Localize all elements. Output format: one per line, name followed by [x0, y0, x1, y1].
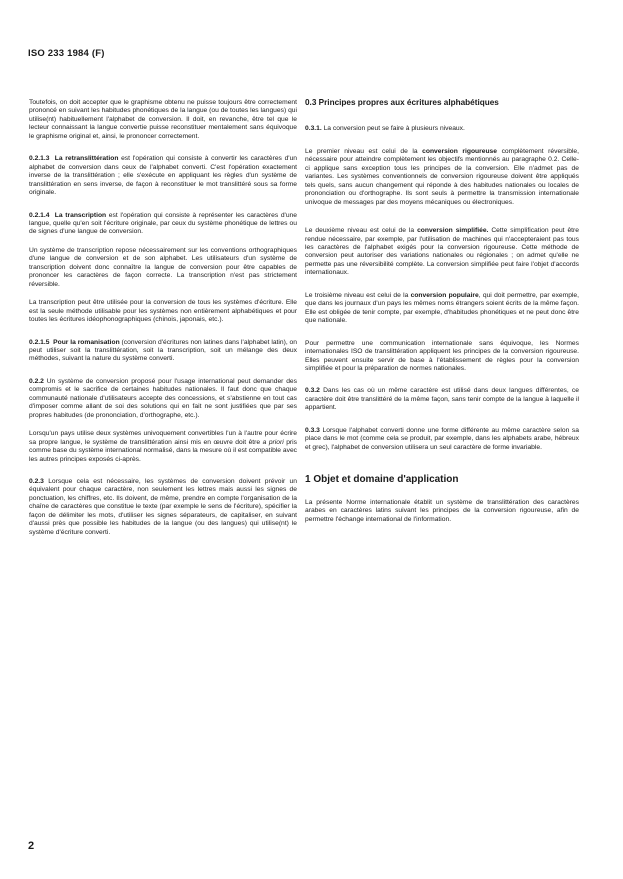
right-column	[305, 99, 579, 534]
page-number: 2	[28, 840, 35, 852]
section-text: (conversion d'écritures non latines dans l'alphabet latin), on peut utiliser soit la translittération, soit la transcription, soit un mélange des deux méthodes, suivant la nature du système converti.	[29, 338, 297, 363]
emphasis: a priori	[262, 438, 284, 446]
defined-term: conversion populaire	[410, 291, 479, 299]
section-number: 0.3.2	[305, 387, 320, 395]
section-023	[29, 478, 297, 537]
intro-paragraph: Toutefois, on doit accepter que le graphisme obtenu ne puisse toujours être correctement prononcé en suivant les habitudes phonétiques de la langue (ou de toutes les langues) qui utilise(nt) habituellement l'alphabet de conversion. Il doit, en revanche, être tel que le lecteur connaissant la langue convertie puisse reconstituer mentalement sans équivoque le graphisme original et, ainsi, le prononcer correctement.	[29, 99, 297, 140]
defined-term: Pour la romanisation	[53, 338, 120, 346]
section-text: Dans les cas où un même caractère est utilisé dans deux langues différentes, ce caractère doit être translittéré de la même façon, sans tenir compte de la langue à laquelle il appartient.	[305, 387, 579, 412]
section-number: 0.2.1.5	[29, 338, 50, 346]
section-033	[305, 427, 579, 452]
left-column	[29, 99, 297, 547]
scope-paragraph: La présente Norme internationale établit un système de translittération des caractères arabes en caractères latins suivant les principes de la conversion rigoureuse, afin de permettre l'échange international de l'information.	[305, 498, 579, 523]
section-text: Un système de conversion proposé pour l'usage international peut demander des compromis et le sacrifice de certaines habitudes nationales. Il faut donc que chaque communauté nationale d'utilisateurs accepte des concessions, et s'abstienne en tout cas d'imposer comme allant de soi des solutions qui en fait ne sont justifiées que par ses propres habitudes (de prononciation, d'orthographe, etc.).	[29, 377, 297, 419]
section-031	[305, 125, 579, 133]
document-header: ISO 233 1984 (F)	[28, 48, 105, 59]
section-number: 0.3.3	[305, 426, 320, 434]
section-number: 0.2.1.4	[29, 211, 50, 219]
section-number: 0.2.3	[29, 477, 44, 485]
level-3-paragraph: Le troisième niveau est celui de la conversion populaire, qui doit permettre, par exemple, que dans les journaux d'un pays les mêmes noms étrangers soient écrits de la même façon. Elle est obligée de tenir compte, par exemple, d'habitudes phonétiques et ne peut donc être que nationale.	[305, 291, 579, 325]
section-0215	[29, 339, 297, 364]
transcription-paragraph-1: Un système de transcription repose nécessairement sur les conventions orthographiques d'une langue de conversion et de son alphabet. Les utilisateurs d'un système de transcription doivent donc connaître la langue de conversion pour être capables de prononcer les caractères de façon correcte. La transcription n'est pas strictement réversible.	[29, 246, 297, 288]
section-text: La conversion peut se faire à plusieurs niveaux.	[321, 125, 465, 133]
section-022	[29, 378, 297, 420]
section-heading-1: 1 Objet et domaine d'application	[305, 474, 459, 486]
level-1-paragraph: Le premier niveau est celui de la conversion rigoureuse complètement réversible, nécessaire pour atteindre complètement les objectifs mentionnés au paragraphe 0.2. Celle-ci applique sans exception tous les principes de la conversion. Elle n'admet pas de variantes. Les systèmes conventionnels de conversion rigoureuse doivent être appliqués tels quels, sans aucun changement qui réponde à des habitudes nationales ou locales de prononciation ou d'orthographe. Ils sont seuls à permettre la transmission internationale univoque de messages par des moyens mécaniques ou électroniques.	[305, 147, 580, 206]
section-number: 0.3.1.	[305, 125, 322, 133]
iso-paragraph: Pour permettre une communication internationale sans équivoque, les Normes internationales ISO de translittération appliquent les principes de la conversion rigoureuse. Elles peuvent ensuite servir de base à l'établissement de règles pour la conversion simplifiée et pour la préparation de normes nationales.	[305, 339, 579, 372]
defined-term: La retranslittération	[54, 155, 119, 163]
section-text: Lorsque cela est nécessaire, les systèmes de conversion doivent prévoir un équivalent pour chaque caractère, non seulement les lettres mais aussi les signes de ponctuation, les chiffres, etc. Ils doivent, de même, prendre en compte l'organisation de la chaîne de caractères que constitue le texte (par exemple le sens de l'écriture), spécifier la façon de délimiter les mots, d'utiliser les signes séparateurs, de capitaliser, en suivant d'aussi près que possible les habitudes de la langue (ou des langues) qui utilise(nt) le système d'écriture converti.	[29, 477, 297, 536]
section-number: 0.2.2	[29, 377, 44, 385]
defined-term: conversion simplifiée.	[417, 227, 489, 235]
section-text: est l'opération qui consiste à représenter les caractères d'une langue, quelle qu'en soit l'écriture originale, par ceux du système phonétique de lettres ou de signes d'une langue de conversion.	[29, 211, 297, 236]
convertible-paragraph: Lorsqu'un pays utilise deux systèmes univoquement convertibles l'un à l'autre pour écrire sa propre langue, le système de translittération ainsi mis en œuvre doit être a priori pris comme base du système international normalisé, dans la mesure où il est compatible avec les autres principes exposés ci-après.	[29, 430, 298, 463]
defined-term: La transcription	[54, 211, 107, 219]
defined-term: conversion rigoureuse	[422, 147, 497, 155]
section-0214	[29, 212, 297, 237]
section-0213	[29, 155, 297, 197]
section-text: est l'opération qui consiste à convertir les caractères d'un alphabet de conversion dans ceux de l'alphabet converti. C'est l'opération exactement inverse de la translittération ; elle s'exécute en appliquant les règles d'un système de translittération en sens inverse, de façon à reconstituer le mot translittéré sous sa forme originale.	[29, 155, 298, 197]
transcription-paragraph-2: La transcription peut être utilisée pour la conversion de tous les systèmes d'écriture. Elle est la seule méthode utilisable pour les systèmes non entièrement alphabétiques et pour toutes les écritures idéophonographiques (chinois, japonais, etc.).	[29, 299, 297, 324]
level-2-paragraph: Le deuxième niveau est celui de la conversion simplifiée. Cette simplification peut être rendue nécessaire, par exemple, par l'utilisation de machines qui n'accepteraient pas tous les caractères de l'alphabet exigés pour la conversion rigoureuse. Cette méthode de conversion peut autoriser des variations nationales ou régionales ; on admet qu'elle ne permette pas une réversibilité complète. La conversion simplifiée peut faire l'objet d'accords internationaux.	[305, 227, 579, 277]
section-heading-0-3: 0.3 Principes propres aux écritures alphabétiques	[305, 98, 499, 107]
section-032	[305, 387, 579, 412]
section-number: 0.2.1.3	[29, 155, 50, 163]
section-text: Lorsque l'alphabet converti donne une forme différente au même caractère selon sa place dans le mot (comme cela se produit, par exemple, dans les alphabets arabe, hébreux et grec), l'alphabet de conversion utilisera un seul caractère de forme invariable.	[305, 426, 579, 451]
